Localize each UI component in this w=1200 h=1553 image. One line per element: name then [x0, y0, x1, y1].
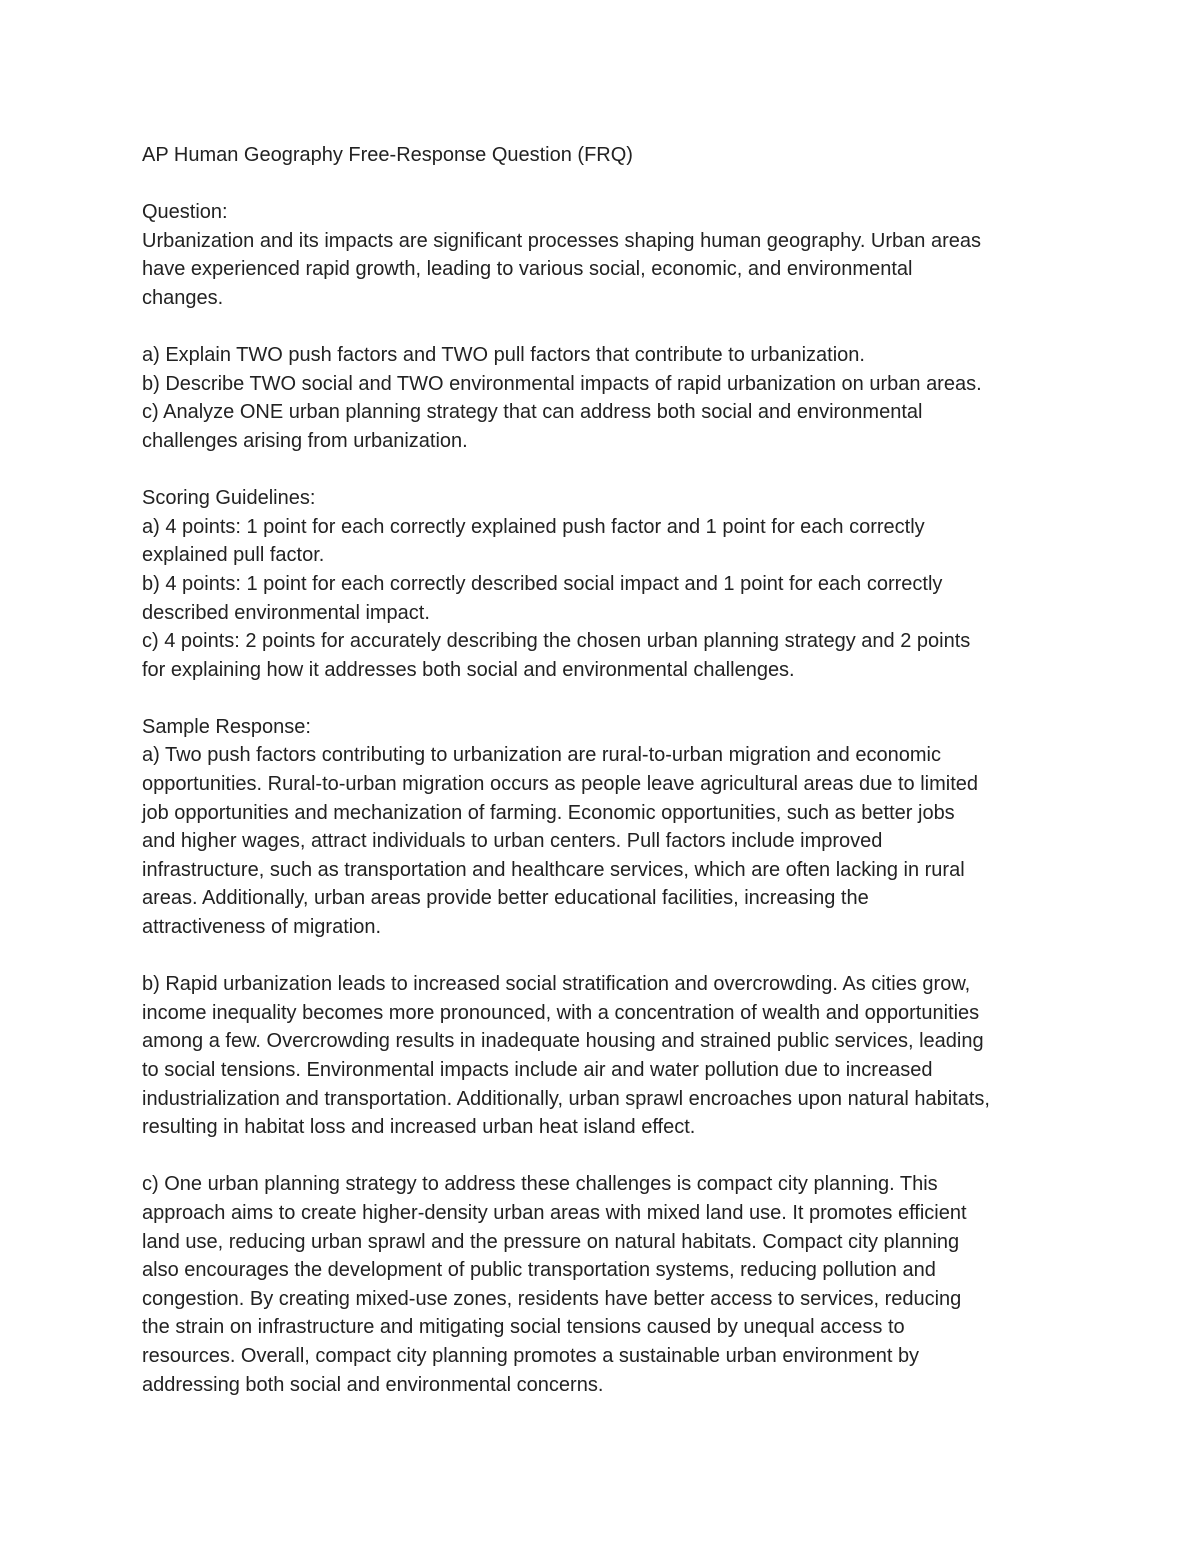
- question-parts: [142, 341, 1072, 455]
- blank-line: [142, 684, 1072, 713]
- question-part-c: c) Analyze ONE urban planning strategy that can address both social and environmental: [142, 401, 923, 424]
- sample-response-part-a: [142, 713, 1072, 942]
- scoring-section: [142, 484, 1072, 684]
- sample-line: b) Rapid urbanization leads to increased social stratification and overcrowding. As cities grow,: [142, 973, 971, 996]
- scoring-line: described environmental impact.: [142, 601, 430, 624]
- sample-line: infrastructure, such as transportation and healthcare services, which are often lacking in rural: [142, 858, 965, 881]
- sample-line: attractiveness of migration.: [142, 916, 381, 939]
- sample-line: approach aims to create higher-density urban areas with mixed land use. It promotes efficient: [142, 1201, 967, 1224]
- document-title: AP Human Geography Free-Response Question (FRQ): [142, 144, 633, 166]
- sample-line: land use, reducing urban sprawl and the pressure on natural habitats. Compact city planning: [142, 1230, 960, 1253]
- scoring-line: c) 4 points: 2 points for accurately describing the chosen urban planning strategy and 2 points: [142, 630, 971, 653]
- question-heading: Question:: [142, 201, 228, 224]
- blank-line: [142, 456, 1072, 485]
- sample-line: resources. Overall, compact city planning promotes a sustainable urban environment by: [142, 1344, 920, 1367]
- question-intro-line: changes.: [142, 286, 224, 309]
- sample-heading: Sample Response:: [142, 715, 311, 738]
- scoring-line: b) 4 points: 1 point for each correctly described social impact and 1 point for each correctly: [142, 572, 943, 595]
- question-intro-line: have experienced rapid growth, leading to various social, economic, and environmental: [142, 258, 913, 281]
- sample-response-part-b: [142, 970, 1072, 1142]
- sample-response-part-c: [142, 1170, 1072, 1399]
- sample-line: resulting in habitat loss and increased urban heat island effect.: [142, 1116, 696, 1139]
- sample-line: job opportunities and mechanization of farming. Economic opportunities, such as better jobs: [142, 801, 955, 824]
- sample-line: also encourages the development of public transportation systems, reducing pollution and: [142, 1259, 936, 1282]
- question-part-b: b) Describe TWO social and TWO environmental impacts of rapid urbanization on urban areas.: [142, 372, 982, 395]
- scoring-line: explained pull factor.: [142, 544, 325, 567]
- sample-line: industrialization and transportation. Additionally, urban sprawl encroaches upon natural habitats,: [142, 1087, 990, 1110]
- question-part-a: a) Explain TWO push factors and TWO pull factors that contribute to urbanization.: [142, 344, 865, 367]
- question-intro-line: Urbanization and its impacts are significant processes shaping human geography. Urban areas: [142, 229, 981, 252]
- sample-line: c) One urban planning strategy to address these challenges is compact city planning. This: [142, 1173, 938, 1196]
- sample-line: addressing both social and environmental concerns.: [142, 1373, 604, 1396]
- blank-line: [142, 170, 1072, 199]
- scoring-line: a) 4 points: 1 point for each correctly explained push factor and 1 point for each correctly: [142, 515, 925, 538]
- document-page: [142, 141, 1072, 1399]
- sample-line: opportunities. Rural-to-urban migration occurs as people leave agricultural areas due to limited: [142, 773, 978, 796]
- sample-line: a) Two push factors contributing to urbanization are rural-to-urban migration and economic: [142, 744, 941, 767]
- sample-line: areas. Additionally, urban areas provide better educational facilities, increasing the: [142, 887, 869, 910]
- sample-line: income inequality becomes more pronounced, with a concentration of wealth and opportunities: [142, 1001, 980, 1024]
- sample-line: and higher wages, attract individuals to urban centers. Pull factors include improved: [142, 830, 883, 853]
- scoring-heading: Scoring Guidelines:: [142, 487, 316, 510]
- blank-line: [142, 1142, 1072, 1171]
- question-part-c-continued: challenges arising from urbanization.: [142, 429, 468, 452]
- sample-line: among a few. Overcrowding results in inadequate housing and strained public services, leading: [142, 1030, 984, 1053]
- scoring-line: for explaining how it addresses both social and environmental challenges.: [142, 658, 795, 681]
- blank-line: [142, 942, 1072, 971]
- sample-line: congestion. By creating mixed-use zones, residents have better access to services, reducing: [142, 1287, 962, 1310]
- question-section: [142, 198, 1072, 312]
- sample-line: the strain on infrastructure and mitigating social tensions caused by unequal access to: [142, 1316, 905, 1339]
- blank-line: [142, 313, 1072, 342]
- sample-line: to social tensions. Environmental impacts include air and water pollution due to increased: [142, 1059, 933, 1081]
